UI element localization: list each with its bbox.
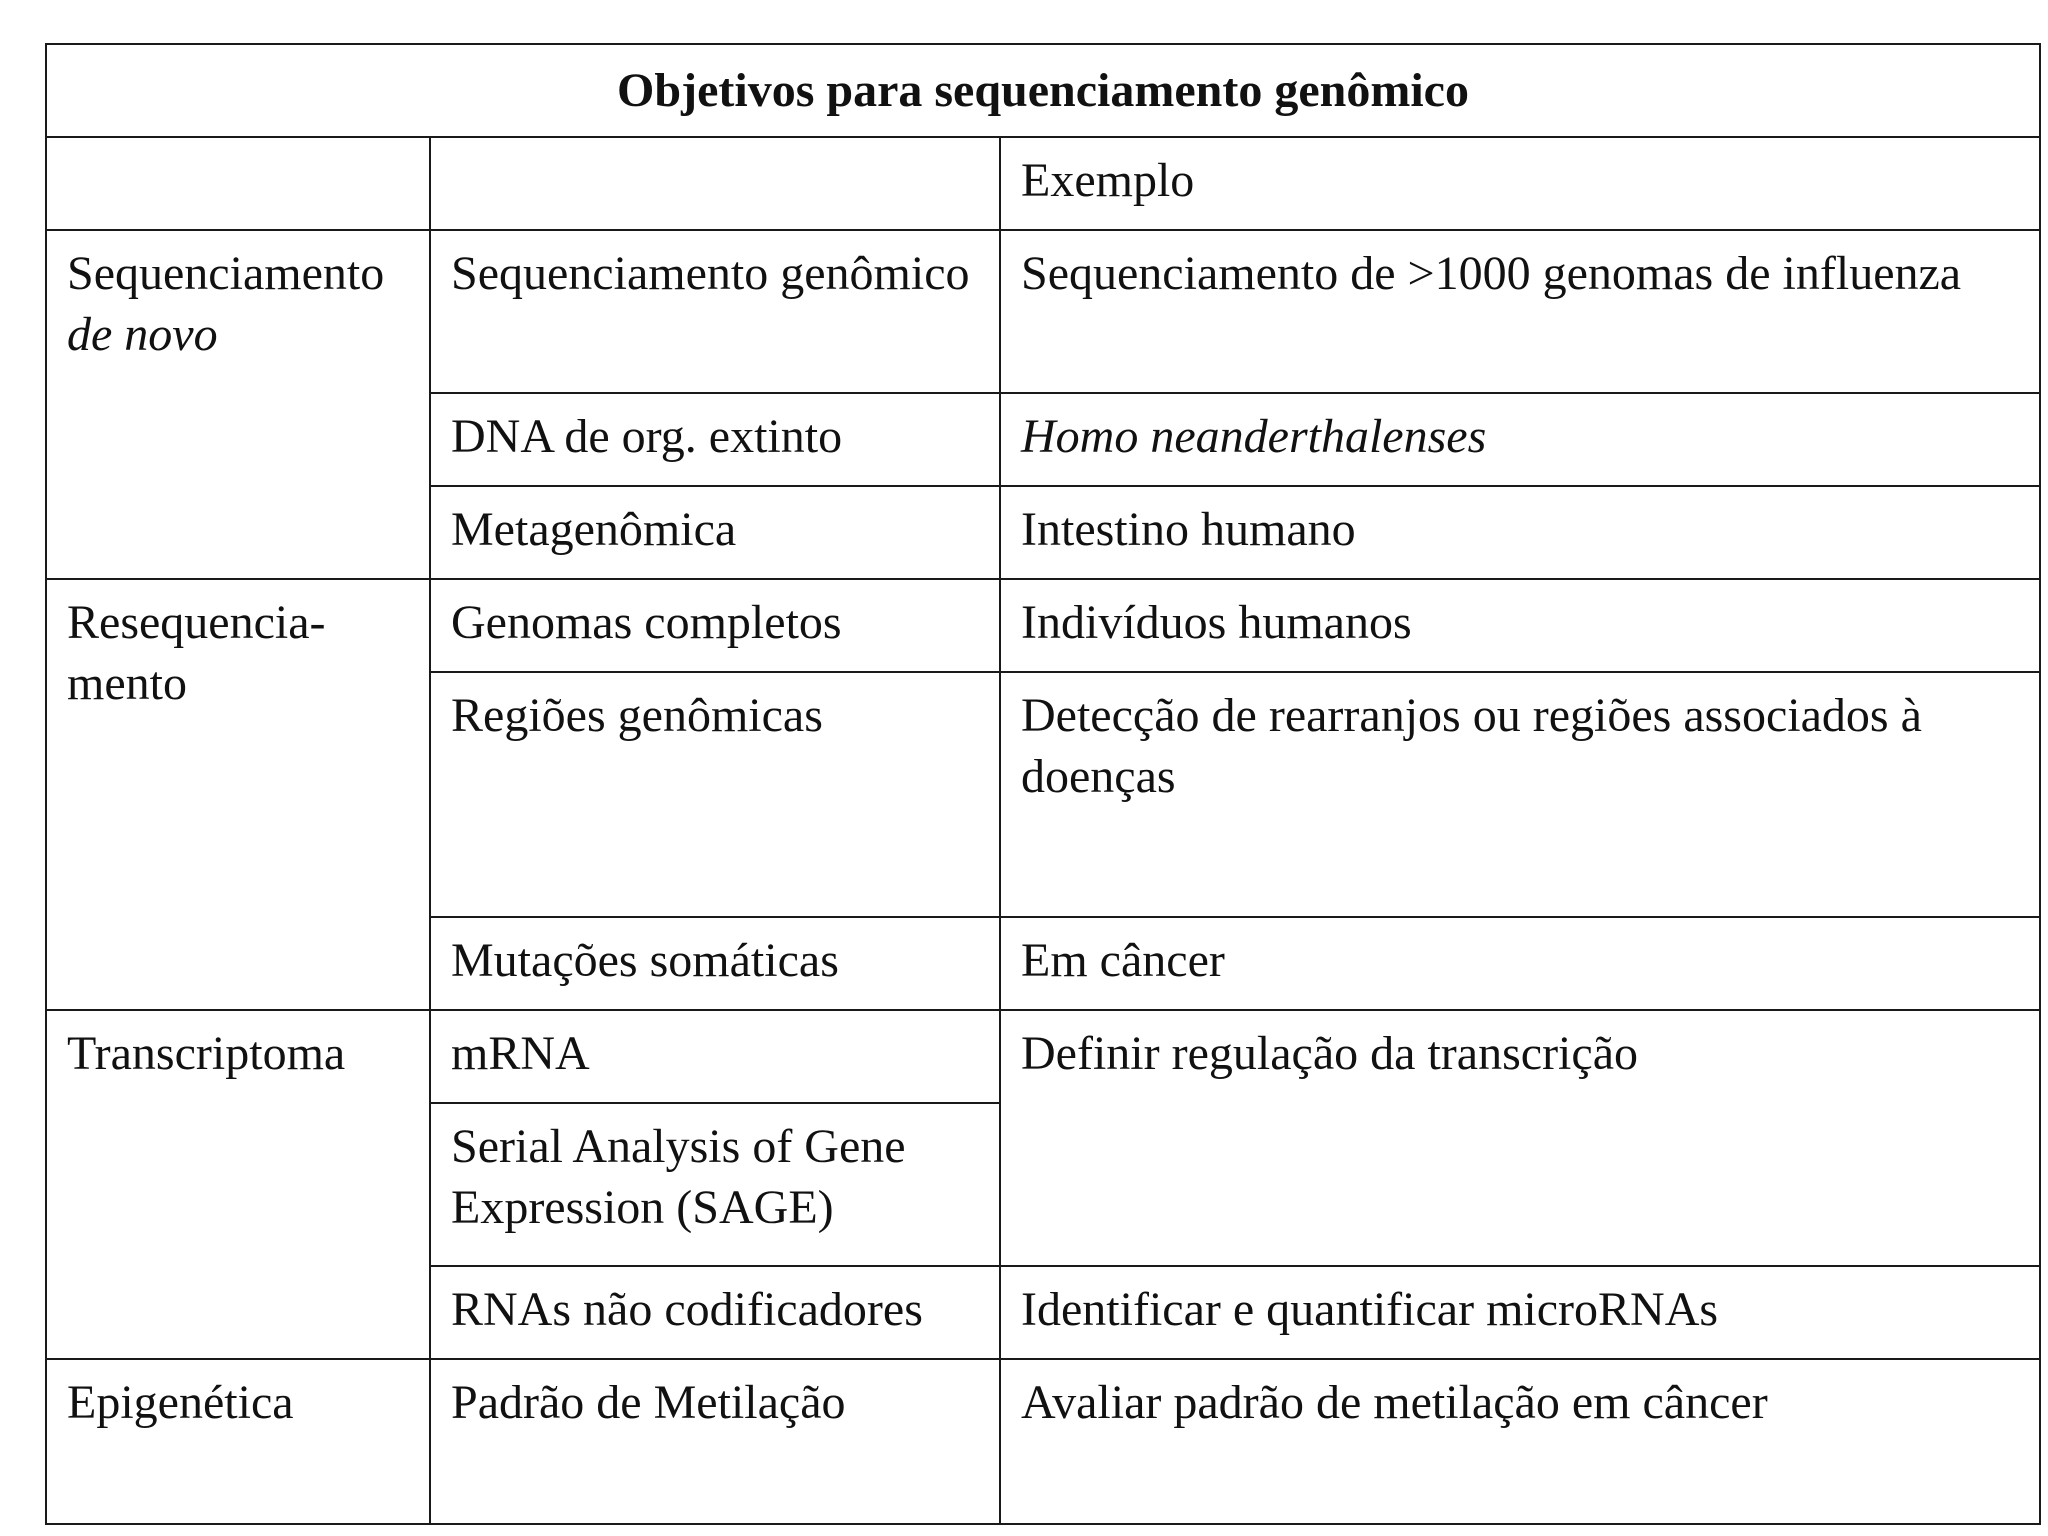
target-cell: Serial Analysis of Gene Expression (SAGE) bbox=[430, 1103, 1000, 1266]
table-title: Objetivos para sequenciamento genômico bbox=[46, 44, 2040, 137]
table-row bbox=[46, 579, 2040, 672]
target-cell: DNA de org. extinto bbox=[430, 393, 1000, 486]
example-cell: Em câncer bbox=[1000, 917, 2040, 1010]
example-cell: Definir regulação da transcrição bbox=[1000, 1010, 2040, 1266]
example-cell: Sequenciamento de >1000 genomas de influenza bbox=[1000, 230, 2040, 393]
table-row bbox=[46, 1359, 2040, 1524]
example-cell: Homo neanderthalenses bbox=[1000, 393, 2040, 486]
table-row bbox=[46, 230, 2040, 393]
target-cell: Mutações somáticas bbox=[430, 917, 1000, 1010]
genomic-sequencing-objectives-table bbox=[45, 43, 2041, 1525]
title-row bbox=[46, 44, 2040, 137]
example-cell: Indivíduos humanos bbox=[1000, 579, 2040, 672]
category-cell-reseq: Resequencia-mento bbox=[46, 579, 430, 1010]
header-cell-example: Exemplo bbox=[1000, 137, 2040, 230]
category-cell-transcriptome: Transcriptoma bbox=[46, 1010, 430, 1359]
header-row bbox=[46, 137, 2040, 230]
target-cell: mRNA bbox=[430, 1010, 1000, 1103]
target-cell: RNAs não codificadores bbox=[430, 1266, 1000, 1359]
example-cell: Avaliar padrão de metilação em câncer bbox=[1000, 1359, 2040, 1524]
table-row bbox=[46, 1010, 2040, 1103]
example-cell: Detecção de rearranjos ou regiões associados à doenças bbox=[1000, 672, 2040, 917]
category-cell-denovo bbox=[46, 230, 430, 579]
header-cell-category bbox=[46, 137, 430, 230]
category-cell-epigenetics: Epigenética bbox=[46, 1359, 430, 1524]
target-cell: Padrão de Metilação bbox=[430, 1359, 1000, 1524]
target-cell: Regiões genômicas bbox=[430, 672, 1000, 917]
header-cell-target bbox=[430, 137, 1000, 230]
target-cell: Sequenciamento genômico bbox=[430, 230, 1000, 393]
example-cell: Identificar e quantificar microRNAs bbox=[1000, 1266, 2040, 1359]
category-label: Sequenciamento bbox=[67, 247, 385, 300]
category-label-italic: de novo bbox=[67, 308, 218, 361]
target-cell: Metagenômica bbox=[430, 486, 1000, 579]
example-cell: Intestino humano bbox=[1000, 486, 2040, 579]
target-cell: Genomas completos bbox=[430, 579, 1000, 672]
